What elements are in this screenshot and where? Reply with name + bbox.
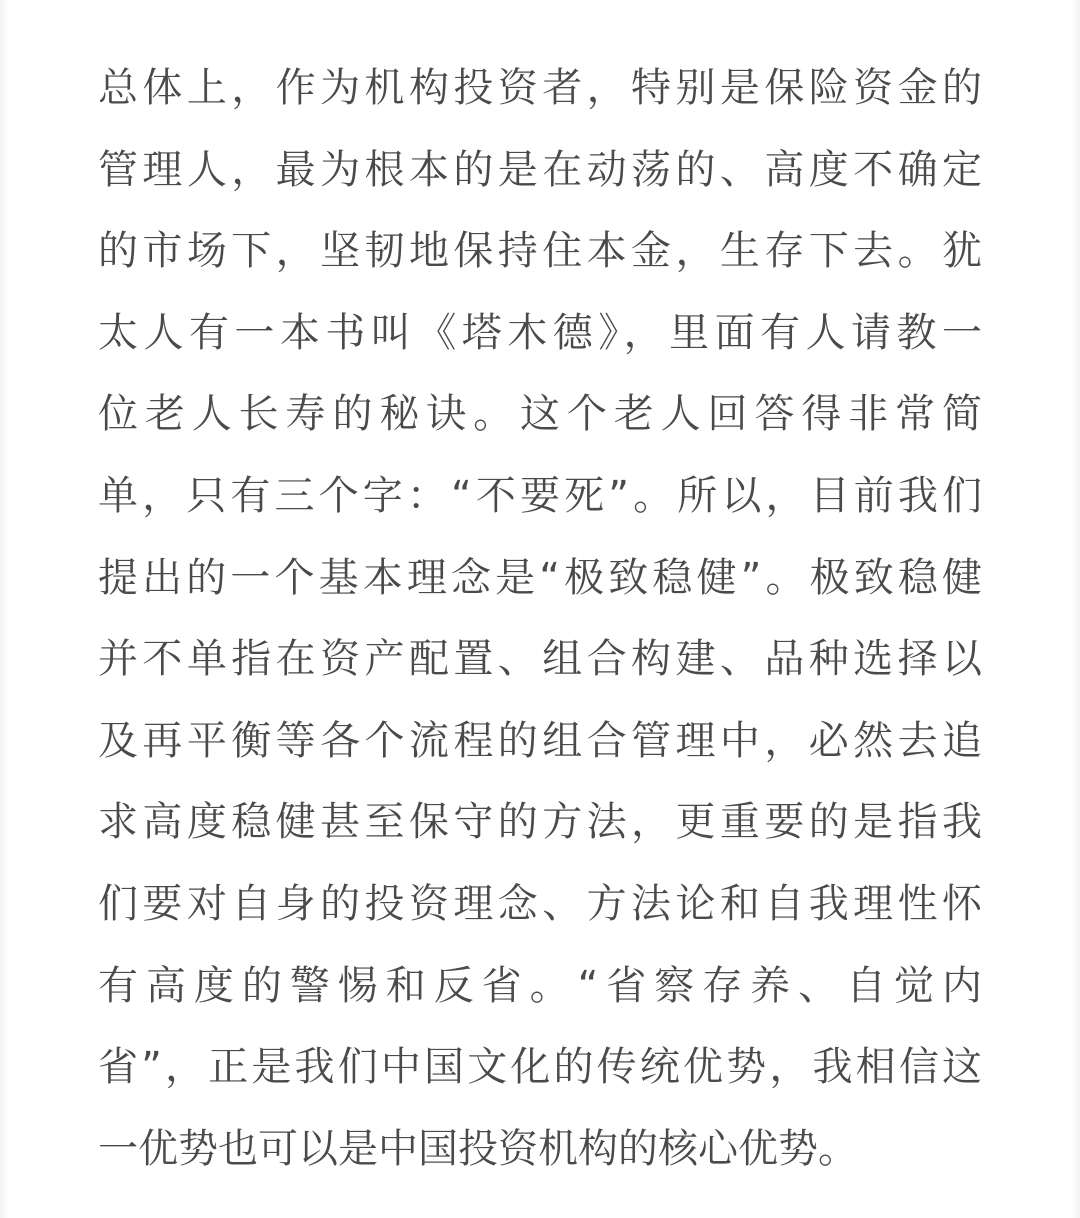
text-line: 有高度的警惕和反省。“省察存养、自觉内 xyxy=(98,962,982,1009)
article-body xyxy=(98,58,982,1200)
text-line: 的市场下，坚韧地保持住本金，生存下去。犹 xyxy=(98,228,982,275)
text-line: 及再平衡等各个流程的组合管理中，必然去追 xyxy=(98,717,982,764)
left-edge-shadow xyxy=(0,0,8,1218)
text-line: 太人有一本书叫《塔木德》，里面有人请教一 xyxy=(98,309,982,356)
text-line: 一优势也可以是中国投资机构的核心优势。 xyxy=(98,1125,858,1172)
text-line: 管理人，最为根本的是在动荡的、高度不确定 xyxy=(98,146,982,193)
text-line: 并不单指在资产配置、组合构建、品种选择以 xyxy=(98,636,982,683)
text-line: 位老人长寿的秘诀。这个老人回答得非常简 xyxy=(98,391,982,438)
text-line: 提出的一个基本理念是“极致稳健”。极致稳健 xyxy=(98,554,982,601)
text-line: 求高度稳健甚至保守的方法，更重要的是指我 xyxy=(98,799,982,846)
text-line: 省”，正是我们中国文化的传统优势，我相信这 xyxy=(98,1044,982,1091)
text-line: 单，只有三个字：“不要死”。所以，目前我们 xyxy=(98,472,982,519)
text-line: 们要对自身的投资理念、方法论和自我理性怀 xyxy=(98,880,982,927)
right-edge-shadow xyxy=(1072,0,1080,1218)
text-line: 总体上，作为机构投资者，特别是保险资金的 xyxy=(98,65,982,111)
